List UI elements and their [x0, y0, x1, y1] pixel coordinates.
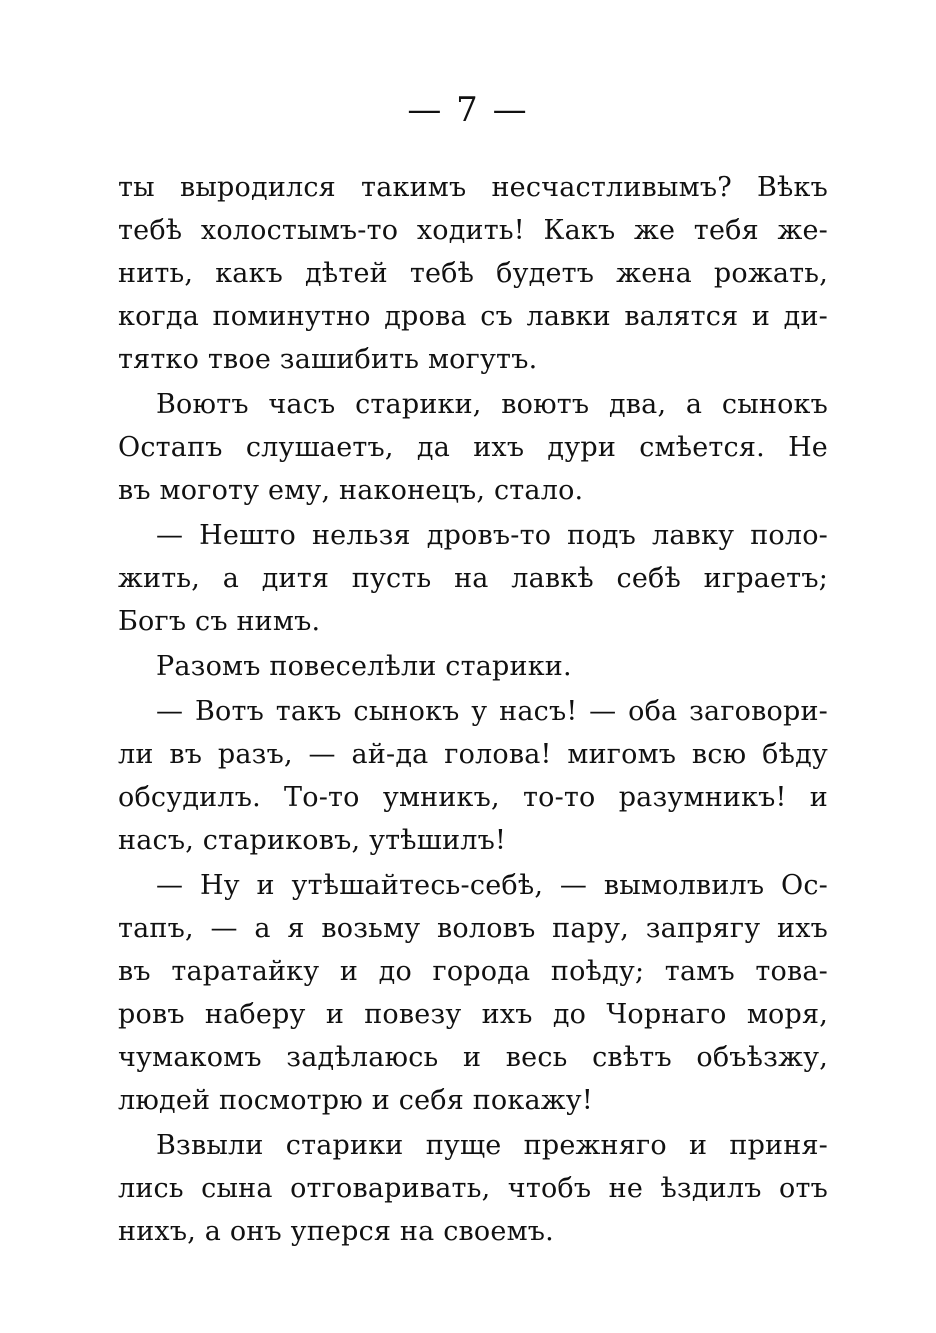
text-line: Воютъ часъ старики, воютъ два, а сынокъ: [156, 389, 828, 420]
text-line: — Ну и утѣшайтесь-себѣ, — вымолвилъ Ос-: [156, 870, 828, 901]
text-line: Разомъ повеселѣли старики.: [156, 651, 572, 682]
text-line: тятко твое зашибить могутъ.: [118, 344, 538, 375]
page-number: — 7 —: [407, 90, 529, 130]
text-line: въ моготу ему, наконецъ, стало.: [118, 475, 584, 506]
text-line: чумакомъ задѣлаюсь и весь свѣтъ объѣзжу,: [118, 1042, 828, 1073]
text-line: нихъ, а онъ уперся на своемъ.: [118, 1216, 554, 1247]
text-line: Остапъ слушаетъ, да ихъ дури смѣется. Не: [118, 432, 828, 463]
text-line: когда поминутно дрова съ лавки валятся и ди-: [118, 301, 828, 332]
text-line: Взвыли старики пуще прежняго и приня-: [156, 1130, 828, 1161]
text-line: Богъ съ нимъ.: [118, 606, 321, 637]
text-line: въ таратайку и до города поѣду; тамъ това-: [118, 956, 828, 987]
text-line: ты выродился такимъ несчастливымъ? Вѣкъ: [118, 172, 828, 203]
text-line: тебѣ холостымъ-то ходить! Какъ же тебя же-: [118, 215, 828, 246]
text-line: нить, какъ дѣтей тебѣ будетъ жена рожать,: [118, 258, 828, 289]
page-body-text: [118, 166, 828, 1253]
text-line: насъ, стариковъ, утѣшилъ!: [118, 825, 507, 856]
text-line: жить, а дитя пусть на лавкѣ себѣ играетъ;: [118, 563, 828, 594]
text-line: — Вотъ такъ сынокъ у насъ! — оба заговори-: [156, 696, 828, 727]
text-line: ровъ наберу и повезу ихъ до Чорнаго моря,: [118, 999, 828, 1030]
text-line: людей посмотрю и себя покажу!: [118, 1085, 593, 1116]
text-line: лись сына отговаривать, чтобъ не ѣздилъ отъ: [118, 1173, 828, 1204]
text-line: ли въ разъ, — ай-да голова! мигомъ всю бѣду: [118, 739, 828, 770]
text-line: тапъ, — а я возьму воловъ пару, запрягу ихъ: [118, 913, 828, 944]
text-line: обсудилъ. То-то умникъ, то-то разумникъ! и: [118, 782, 828, 813]
text-line: — Нешто нельзя дровъ-то подъ лавку поло-: [156, 520, 828, 551]
